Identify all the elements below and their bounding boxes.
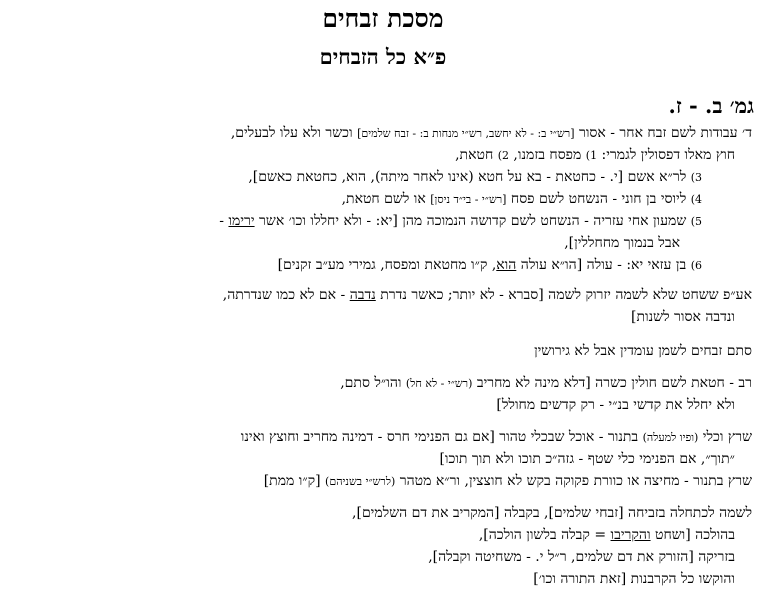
text-line: אבל בנמוך מחחללין], (564, 235, 680, 251)
text-line: ״תוך״, אם הפנימי כלי שטף - גזה״כ תוכו ולא תוך תוכו] (439, 451, 735, 467)
document-title: מסכת זבחים (322, 4, 444, 33)
gemara-reference: גמ׳ ב. - ז. (668, 93, 754, 118)
text-line: בזריקה [הזורק את דם שלמים, ר״ל י. - משחיטה וקבלה], (428, 549, 735, 565)
text-line: אע״פ ששחט שלא לשמה יזרוק לשמה [סברא - לא יותר; כאשר נדרת נדבה - אם לא כמו שנדרתה, (222, 287, 752, 303)
text-line: 4) ליוסי בן חוני - הנשחט לשם פסח [רש״י - בי״ד ניסן] או לשם חטאת, (341, 191, 702, 207)
text-line: רב - חטאת לשם חולין כשרה [דלא מינה לא מחריב (רש״י - לא חל) והו״ל סתם, (340, 375, 752, 391)
text-line: ולא יחלל את קדשי בנ״י - רק קדשים מחולל] (496, 397, 735, 413)
text-line: שרץ וכלי (ופיו למעלה) בתנור - אוכל שבכלי טהור [אם גם הפנימי חרס - דמינה מחריב וחוצץ ואינו (240, 429, 752, 445)
text-line: ונדבה אסור לשנות] (631, 309, 735, 325)
text-line: חוץ מאלו דפסולין לגמרי: 1) מפסח בזמנו, 2) חטאת, (455, 147, 735, 163)
text-line: לשמה לכתחלה בזביחה [זבחי שלמים], בקבלה [המקריב את דם השלמים], (352, 505, 752, 521)
text-line: שרץ בתנור - מחיצה או כוורת פקוקה בקש לא חוצצין, ור״א מטהר (לרש״י בשניהם) [ק״ו ממת] (263, 473, 752, 489)
text-line: 6) בן עזאי יא: - עולה [הו״א עולה הוא, ק״ו מחטאת ומפסח, גמירי מע״ב זקנים] (277, 257, 702, 273)
chapter-subtitle: פ״א כל הזבחים (319, 44, 447, 69)
text-line: סתם זבחים לשמן עומדין אבל לא גירושין (534, 343, 752, 359)
text-line: 5) שמעון אחי עזריה - הנשחט לשם קדושה הנמוכה מהן [יא: - ולא יחללו וכו׳ אשר ירימו - (219, 213, 702, 229)
text-line: ד׳ עבודות לשם זבח אחר - אסור [רש״י ב: - לא יחשב, רש״י מנחות ב: - זבח שלמים] וכשר ולא עלו לבעלים, (230, 125, 752, 141)
text-line: בהולכה [ושחט והקריבו = קבלה בלשון הולכה], (478, 527, 735, 543)
text-line: 3) לר״א אשם [י. - כחטאת - בא על חטא (אינו לאחר מיתה), הוא, כחטאת כאשם], (248, 169, 702, 185)
text-line: והוקשו כל הקרבנות [זאת התורה וכו׳] (533, 571, 735, 587)
